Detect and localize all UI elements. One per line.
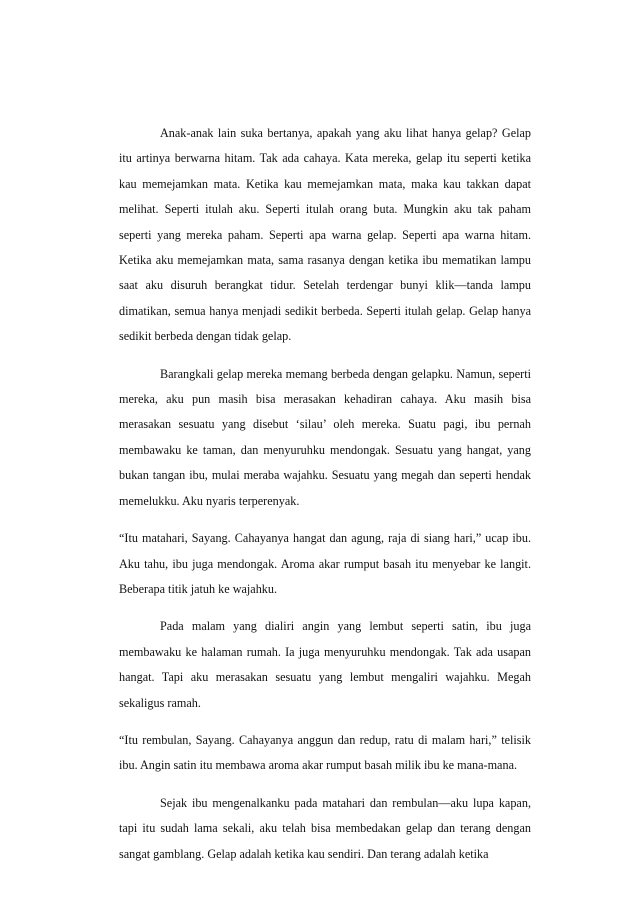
paragraph-3: “Itu matahari, Sayang. Cahayanya hangat dan agung, raja di siang hari,” ucap ibu. Aku tahu, ibu juga mendongak. Aroma akar rumput basah itu menyebar ke langit. Beberapa titik jatuh ke wajahku. <box>119 531 531 596</box>
paragraph-5: “Itu rembulan, Sayang. Cahayanya anggun dan redup, ratu di malam hari,” telisik ibu. Angin satin itu membawa aroma akar rumput basah milik ibu ke mana-mana. <box>119 732 531 773</box>
paragraph-4: Pada malam yang dialiri angin yang lembut seperti satin, ibu juga membawaku ke halaman rumah. Ia juga menyuruhku mendongak. Tak ada usapan hangat. Tapi aku merasakan sesuatu yang lembut mengaliri wajahku. Megah sekaligus ramah. <box>119 619 531 710</box>
paragraph-1: Anak-anak lain suka bertanya, apakah yang aku lihat hanya gelap? Gelap itu artinya berwarna hitam. Tak ada cahaya. Kata mereka, gelap itu seperti ketika kau memejamkan mata. Ketika kau memejamkan mata, maka kau takkan dapat melihat. Seperti itulah aku. Seperti itulah orang buta. Mungkin aku tak paham seperti yang mereka paham. Seperti apa warna gelap. Seperti apa warna hitam. Ketika aku memejamkan mata, sama rasanya dengan ketika ibu mematikan lampu saat aku disuruh berangkat tidur. Setelah terdengar bunyi klik—tanda lampu dimatikan, semua hanya menjadi sedikit berbeda. Seperti itulah gelap. Gelap hanya sedikit berbeda dengan tidak gelap. <box>119 126 531 344</box>
body-text <box>119 121 531 867</box>
paragraph-6: Sejak ibu mengenalkanku pada matahari dan rembulan—aku lupa kapan, tapi itu sudah lama sekali, aku telah bisa membedakan gelap dan terang dengan sangat gamblang. Gelap adalah ketika kau sendiri. Dan terang adalah ketika <box>119 795 531 861</box>
paragraph-2: Barangkali gelap mereka memang berbeda dengan gelapku. Namun, seperti mereka, aku pun masih bisa merasakan kehadiran cahaya. Aku masih bisa merasakan sesuatu yang disebut ‘silau’ oleh mereka. Suatu pagi, ibu pernah membawaku ke taman, dan menyuruhku mendongak. Sesuatu yang hangat, yang bukan tangan ibu, mulai meraba wajahku. Sesuatu yang megah dan seperti hendak memelukku. Aku nyaris terperenyak. <box>119 366 531 508</box>
